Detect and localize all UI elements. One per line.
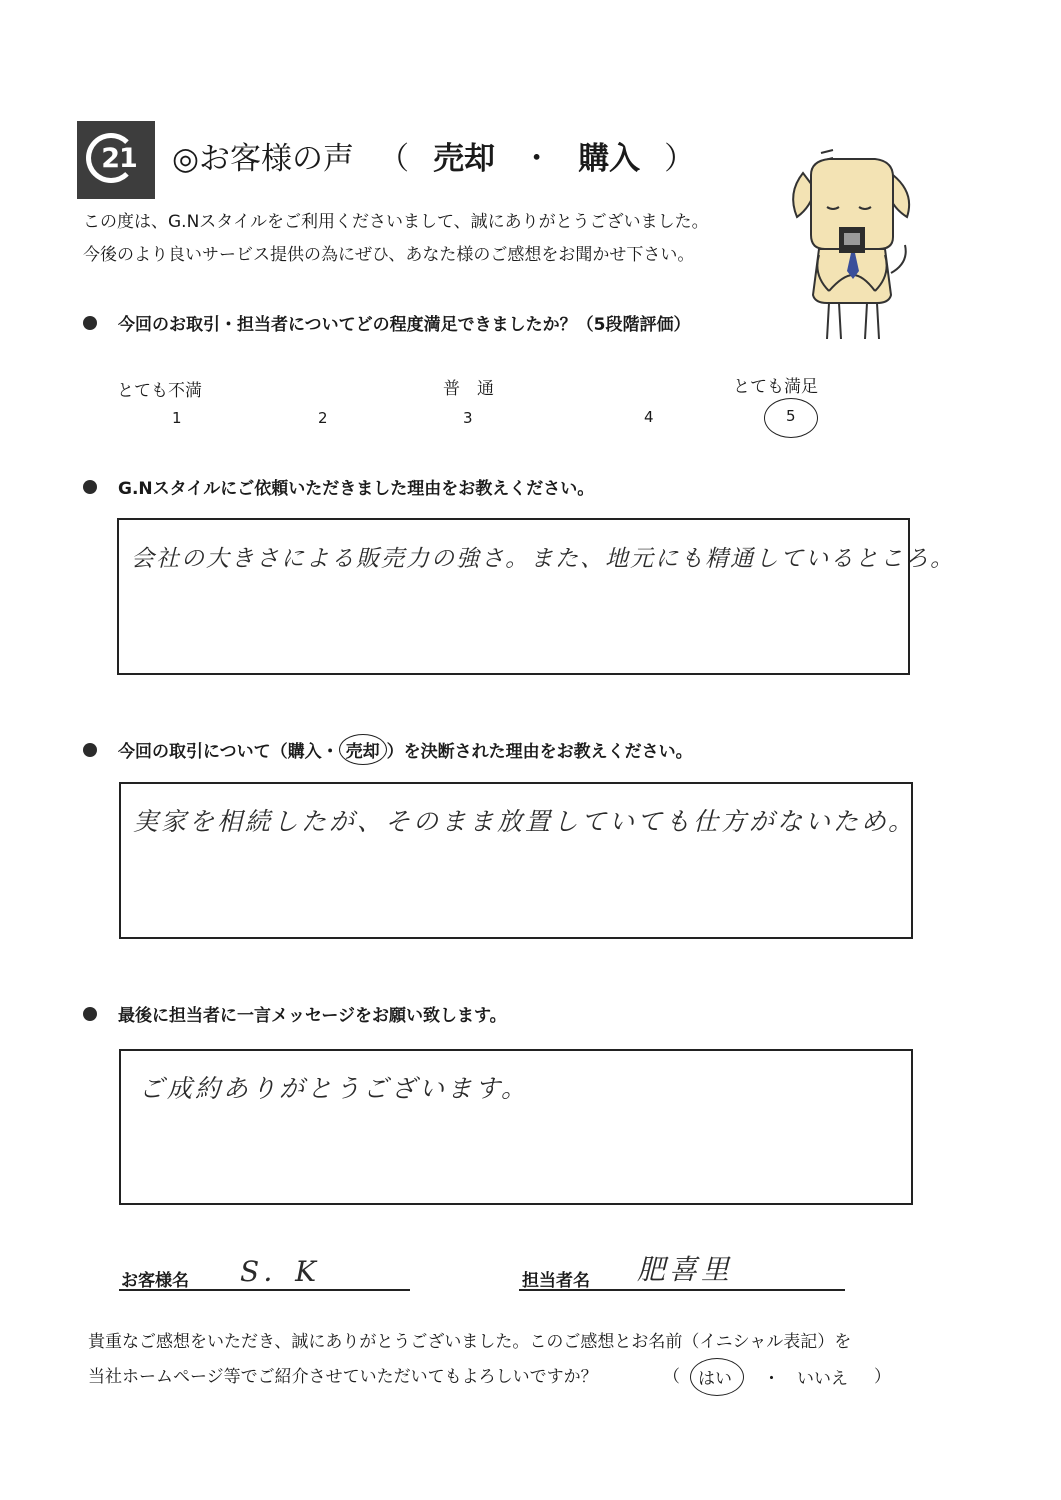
title-paren-close: ）	[664, 141, 696, 177]
century21-logo	[77, 121, 155, 199]
question-3-circled-option: 売却	[339, 734, 387, 765]
staff-name-label: 担当者名	[522, 1271, 590, 1291]
answer-4-text: ご成約ありがとうございます。	[139, 1074, 530, 1103]
customer-name-label: お客様名	[121, 1271, 189, 1291]
question-4	[83, 1001, 507, 1026]
footer-question: 当社ホームページ等でご紹介させていただいてもよろしいですか？	[88, 1367, 598, 1387]
staff-name-underline	[519, 1289, 845, 1291]
bullet-icon	[83, 480, 97, 494]
customer-name-value[interactable]: S．K	[240, 1255, 321, 1288]
intro-line-1: この度は、G.Nスタイルをご利用くださいまして、誠にありがとうございました。	[83, 212, 709, 232]
consent-yes-option[interactable]: はい	[698, 1369, 732, 1389]
rating-selected-circle	[764, 398, 818, 438]
dog-mascot-icon	[783, 145, 918, 345]
title-paren-open: （	[378, 141, 410, 177]
bullet-icon	[83, 316, 97, 330]
question-3-text-suffix: ）を決断された理由をお教えください。	[386, 742, 693, 762]
title-option-buy: 購入	[578, 141, 641, 177]
question-4-text: 最後に担当者に一言メッセージをお願い致します。	[118, 1006, 507, 1026]
answer-box-4[interactable]	[119, 1049, 913, 1205]
scale-label-mid: 普 通	[443, 379, 494, 399]
rating-option-4[interactable]: 4	[644, 408, 654, 426]
consent-paren-open: （	[663, 1367, 680, 1387]
title-separator: ・	[521, 141, 553, 177]
rating-option-3[interactable]: 3	[463, 409, 473, 427]
answer-2-text: 会社の大きさによる販売力の強さ。また、地元にも精通しているところ。	[131, 546, 956, 572]
staff-name-value[interactable]: 肥喜里	[637, 1253, 734, 1286]
consent-paren-close: ）	[874, 1367, 891, 1387]
consent-selected-circle	[690, 1358, 744, 1396]
scale-label-high: とても満足	[733, 377, 818, 397]
bullet-icon	[83, 743, 97, 757]
footer-line-1: 貴重なご感想をいただき、誠にありがとうございました。このご感想とお名前（イニシャル表記）を	[88, 1332, 852, 1352]
title-option-sell: 売却	[433, 141, 496, 177]
answer-3-text: 実家を相続したが、そのまま放置していても仕方がないため。	[133, 807, 917, 836]
answer-box-2[interactable]	[117, 518, 956, 675]
customer-name-underline	[119, 1289, 410, 1291]
rating-option-2[interactable]: 2	[318, 409, 328, 427]
title-prefix: ◎お客様の声	[172, 141, 355, 177]
question-2	[83, 474, 594, 499]
scale-label-low: とても不満	[117, 381, 202, 401]
question-1	[83, 310, 691, 335]
question-3-text-prefix: 今回の取引について（購入・	[118, 742, 339, 762]
consent-separator: ・	[763, 1369, 780, 1389]
rating-option-5[interactable]: 5	[786, 407, 796, 425]
bullet-icon	[83, 1007, 97, 1021]
question-3	[83, 737, 693, 762]
rating-option-1[interactable]: 1	[172, 409, 182, 427]
footer-line-2	[88, 1362, 598, 1387]
page-title	[172, 139, 719, 179]
intro-line-2: 今後のより良いサービス提供の為にぜひ、あなた様のご感想をお聞かせ下さい。	[83, 245, 695, 265]
answer-box-3[interactable]	[119, 782, 917, 939]
logo-number: 21	[101, 143, 137, 174]
question-2-text: G.Nスタイルにご依頼いただきました理由をお教えください。	[118, 479, 595, 499]
consent-no-option[interactable]: いいえ	[797, 1369, 848, 1389]
question-1-text: 今回のお取引・担当者についてどの程度満足できましたか？（5段階評価）	[118, 315, 691, 335]
